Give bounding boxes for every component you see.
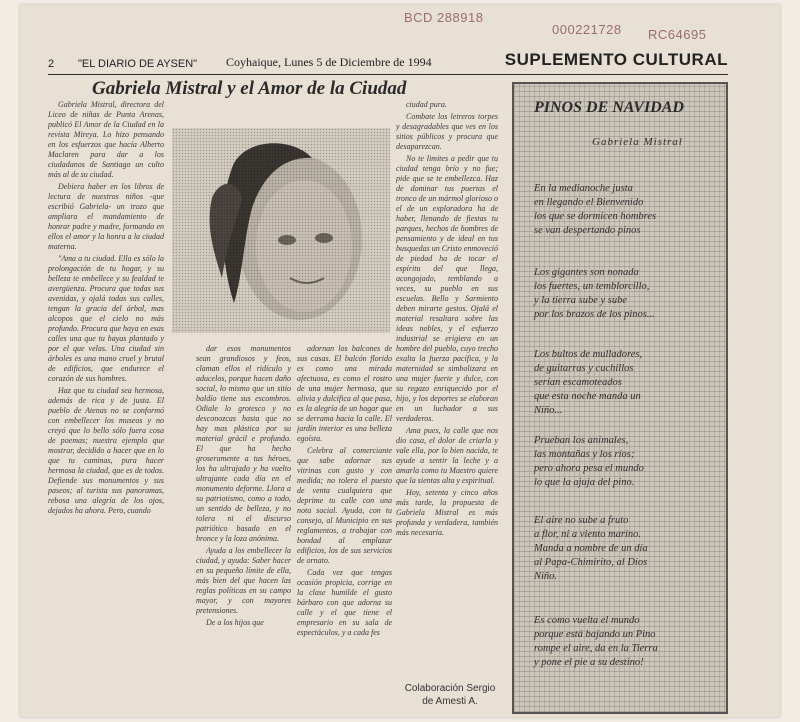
poem-line: al Papa-Chimirito, al Dios — [534, 557, 648, 568]
archive-stamp: BCD 288918 — [404, 10, 484, 25]
poem-line: lo que la ajuja del pino. — [534, 477, 635, 488]
poem-author: Gabriela Mistral — [592, 136, 683, 148]
poem-line: en llegando el Bienvenido — [534, 197, 644, 208]
paragraph: "Ama a tu ciudad. Ella es sólo la prolongación de tu hogar, y su belleza te embellece y su fealdad te avergüenza. Procura que todas sus avenidas, y ojalá todas sus calles, tengan la gracia del árbol, mas alcopos que el cielo no más profundo. Procura que haya en esas calles una que tu hayas plantado y por el que velas. Una ciudad sin árboles es una mano cruel y brutal de edificios, que endurece el corazón de sus hombres. — [48, 254, 164, 383]
poem-line: y la tierra sube y sube — [534, 295, 628, 306]
poem-line: se van despertando pinos — [534, 225, 641, 236]
page-header — [48, 52, 728, 75]
article-credit — [400, 682, 500, 708]
paragraph: adornan los balcones de sus casas. El balcón florido es como una mirada afectuosa, es como el rostro de una mujer hermosa, que alivia y dulcifica al que pasa, es la alegría de un hogar que se derrama hacia la calle. El jardín interior es una belleza egoísta. — [297, 344, 392, 443]
poem-line: Los gigantes son nonada — [534, 267, 639, 278]
poem-stanza — [534, 348, 719, 418]
paragraph: Ayuda a los embellecer la ciudad, y ayuda: Saber hacer en su pequeño límite de ella, más bien del que hacen las reglas políticas en su campo mayor, y con mayores pretensiones. — [196, 546, 291, 615]
archive-stamp: RC64695 — [648, 27, 707, 42]
poem-stanza — [534, 266, 719, 322]
publication-date: Coyhaique, Lunes 5 de Diciembre de 1994 — [226, 55, 432, 69]
poem-line: que esta noche manda un — [534, 391, 641, 402]
article-column-4 — [396, 100, 498, 712]
portrait-illustration — [172, 128, 390, 333]
paragraph: No te limites a pedir que tu ciudad tenga brío y no fue; pide que se te embellezca. Haz de dominar tus puertas el tronco de un mármol glorioso o el de un exploradora ha de haber, llenando de fiestas tu parques, hechos de hombres de pensamiento y de ideal en tus busquedas un Cristo enmoveció de piedad ha de tocar el espíritu del que llega, acongojado, temblando a veces, su pueblo en sus escuelas. Bello y Sarmiento deben mirarte gestos. Ojalá el material resaltara sobre las ideas nobles, y el esfuerzo industrial se erigiera en un hombre del pueblo, cuyo trecho exalta la fuerza pacífica, y la maternidad se simbolizara en una mujer fuerte y dulce, con su regazo enriquecido por el hijo, y los deportes se elaboran en un luchador a sus verdaderos. — [396, 154, 498, 423]
article-column-3 — [297, 344, 392, 712]
poem-line: serían escamoteados — [534, 377, 622, 388]
poem-line: por los brazos de los pinos... — [534, 309, 655, 320]
paragraph: De a los hijos que — [206, 618, 264, 627]
credit-line: de Amesti A. — [422, 696, 478, 707]
poem-stanza — [534, 614, 719, 670]
poem-line: los que se dormicen hombres — [534, 211, 657, 222]
poem-stanza — [534, 434, 719, 490]
poem-line: pero ahora pesa el mundo — [534, 463, 644, 474]
paragraph: Ama pues, la calle que nos dio casa, el dolor de criarla y vale ella, por lo bien nacida, te ayude a sentir la leche y a amarla como tu Maestro quiere que la sientas alta y espiritual. — [396, 426, 498, 485]
archive-stamp: 000221728 — [552, 22, 622, 37]
poem-box — [512, 82, 728, 714]
paragraph: Cada vez que tengas ocasión propicia, corrige en la clase humilde el gusto bárbaro con que adorna su calle y el que tiene el empresario en su sala de espectáculos, y a cada fes — [297, 568, 392, 637]
article-title: Gabriela Mistral y el Amor de la Ciudad — [92, 78, 407, 99]
paragraph: Gabriela Mistral, directora del Liceo de niñas de Punta Arenas, publicó El Amor de la Ciudad en la revista Mireya. Lo hizo pensando en los esfuerzos que hacía Alberto Maclaren para dar a los ciudadanos de Santiago un culto más al de su ciudad. — [48, 100, 164, 179]
poem-stanza — [534, 182, 719, 238]
poem-line: a flor, ni a viento marino. — [534, 529, 642, 540]
poem-line: En la medianoche justa — [534, 183, 633, 194]
section-title: SUPLEMENTO CULTURAL — [504, 50, 728, 69]
article-column-1 — [48, 100, 164, 712]
poem-line: y pone el pie a su destino! — [534, 657, 644, 668]
poem-line: Niño. — [534, 571, 558, 582]
paragraph: Celebra al comerciante que sabe adornar sus vitrinas con gusto y con medida; no tolera el puesto de venta cualquiera que deprime tu calle con una nota social. Ayuda, con tu consejo, al Municipio en sus reglamentos, a trabajar con bondad al emplazar edificios, los de sus servicios de ornato. — [297, 446, 392, 565]
page-number: 2 — [48, 58, 55, 70]
poem-line: Los bultos de mulladores, — [534, 349, 643, 360]
poem-line: rompe el aire, da en la Tierra — [534, 643, 658, 654]
paragraph: Haz que tu ciudad sea hermosa, además de rica y de justa. El pueblo de Atenas no se conformó con embellecer los museos y no creyó que lo bello sólo fuera cosa de poemas; nuestra ejemplo que mostrar, decidido a hacer que en lo que tu caminas, pura hacer hermosa la ciudad, que es de todos. Defiende sus monumentos y sus paseos; al turista sus panoramas, rebosa una alegría de los ojos, dejados ha ahora. Pero, cuando — [48, 386, 164, 515]
poem-line: porque está bajando un Pino — [534, 629, 656, 640]
paragraph: Debiera haber en los libros de lectura de nuestros niños -que escribió Gabriela- un trozo que ampliara el mandamiento de honrar padre y madre, formando en ellos el amor y la honra a la ciudad materna. — [48, 182, 164, 251]
poem-line: Prueban los animales, — [534, 435, 629, 446]
paragraph: ciudad pura. — [406, 100, 447, 109]
article-column-2 — [196, 344, 291, 712]
newspaper-name: "EL DIARIO DE AYSEN" — [78, 58, 198, 70]
poem-stanza — [534, 514, 719, 584]
paragraph: Hoy, setenta y cinco años más tarde, la propuesta de Gabriela Mistral es más profunda y verdadera, también más necesaria. — [396, 488, 498, 537]
poem-line: Niño... — [534, 405, 563, 416]
poem-title: PINOS DE NAVIDAD — [534, 99, 684, 116]
portrait-photo — [172, 128, 390, 333]
poem-line: de guitarras y cuchillos — [534, 363, 634, 374]
poem-line: El aire no sube a fruto — [534, 515, 629, 526]
paragraph: dar esos monumentos sean grandiosos y feos, claman ellos el ridículo y aducelos, porque hacen daño social, lo mismo que un sitio baldío tiene sus escombros. Odiale lo grotesco y no desconozcas hasta que no hay mas plástica por su material grácil e profundo. El que ha hecho groseramente a tus héroes, los ha ultrajado y ha vuelto ultrajante cada día en el monumento deforme. Llora a su patriotismo, como a todo, un sentido de belleza, y no tolera ni el discurso patriótico basado en el bronce y la loza anónima. — [196, 344, 291, 543]
poem-line: Manda a nombre de un día — [534, 543, 648, 554]
poem-line: las montañas y los ríos; — [534, 449, 635, 460]
credit-line: Colaboración Sergio — [404, 683, 496, 694]
poem-line: Es como vuelta el mundo — [534, 615, 640, 626]
paragraph: Combate los letreros torpes y desagradables que ves en los sitios públicos y procura que desaparezcan. — [396, 112, 498, 151]
poem-line: los fuertes, un temblorcillo, — [534, 281, 650, 292]
